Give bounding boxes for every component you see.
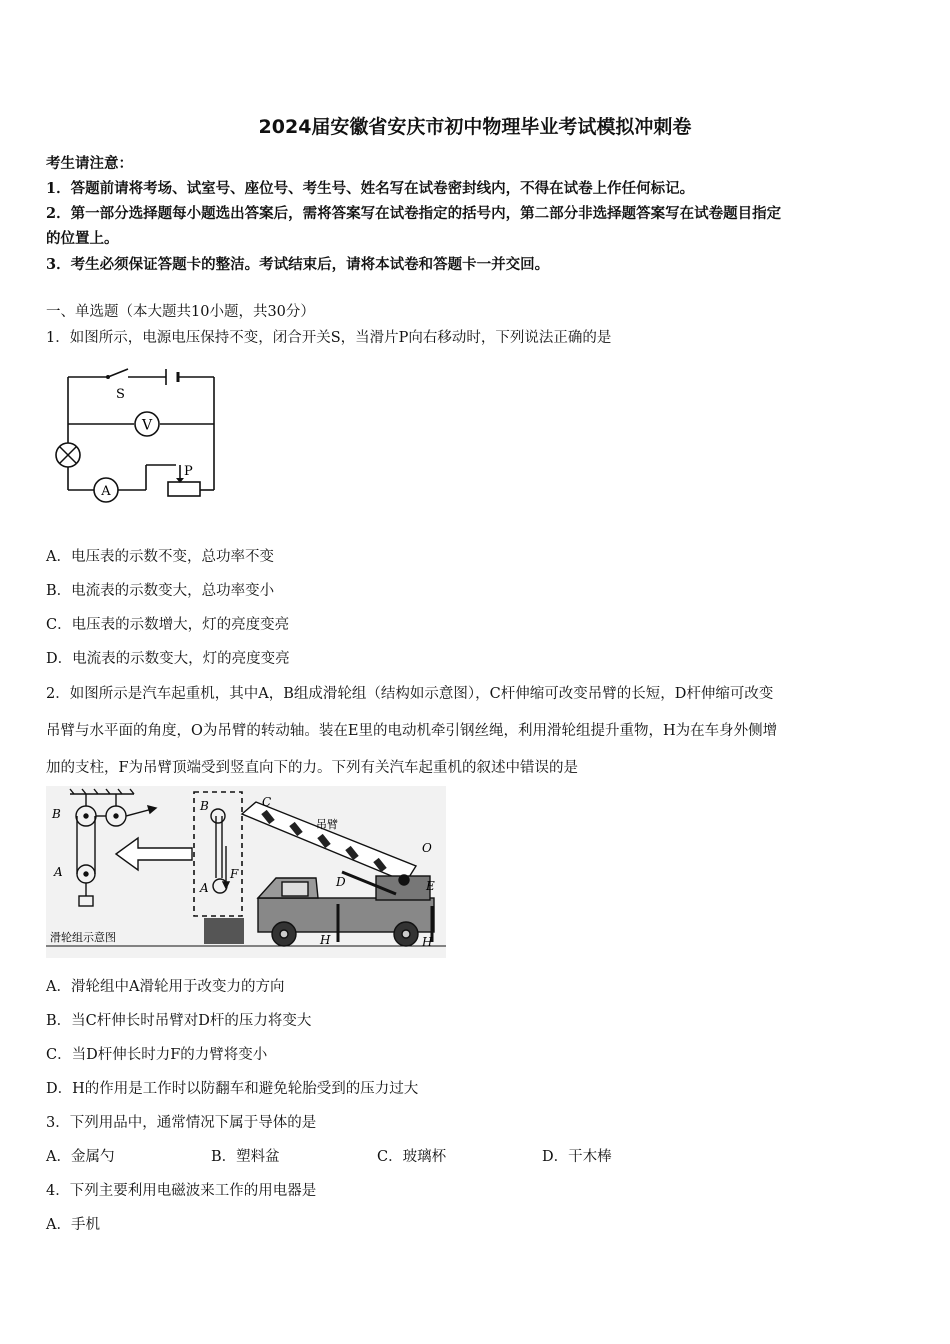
svg-text:A: A	[200, 881, 209, 895]
question-2-stem: 加的支柱，F为吊臂顶端受到竖直向下的力。下列有关汽车起重机的叙述中错误的是	[46, 760, 579, 776]
switch-icon	[106, 375, 110, 379]
option: D．干木棒	[542, 1149, 612, 1165]
option: A．电压表的示数不变，总功率不变	[46, 549, 274, 565]
svg-text:O: O	[422, 841, 432, 855]
svg-text:H: H	[422, 935, 433, 949]
notice-item: 3．考生必须保证答题卡的整洁。考试结束后，请将本试卷和答题卡一并交回。	[46, 256, 550, 273]
notice-item: 2．第一部分选择题每小题选出答案后，需将答案写在试卷指定的括号内，第二部分非选择题答案写在试卷题目指定	[46, 205, 782, 222]
circuit-diagram	[48, 365, 223, 505]
notice-heading: 考生请注意：	[46, 155, 133, 172]
question-2-stem: 2．如图所示是汽车起重机，其中A，B组成滑轮组（结构如示意图），C杆伸缩可改变吊臂的长短，D杆伸缩可改变	[46, 686, 774, 702]
svg-text:A: A	[54, 865, 63, 879]
option: B．当C杆伸长时吊臂对D杆的压力将变大	[46, 1013, 312, 1029]
svg-text:滑轮组示意图: 滑轮组示意图	[50, 931, 116, 944]
lamp-icon	[56, 443, 80, 467]
question-4-stem: 4．下列主要利用电磁波来工作的用电器是	[46, 1183, 317, 1199]
option: A．金属勺	[46, 1149, 115, 1165]
option: D．电流表的示数变大，灯的亮度变亮	[46, 651, 290, 667]
option: A．滑轮组中A滑轮用于改变力的方向	[46, 979, 285, 995]
svg-text:B: B	[200, 799, 209, 813]
option: C．当D杆伸长时力F的力臂将变小	[46, 1047, 268, 1063]
option: A．手机	[46, 1217, 100, 1233]
svg-text:V: V	[141, 417, 153, 434]
svg-text:E: E	[426, 879, 435, 893]
svg-text:P: P	[184, 464, 193, 479]
question-2-stem: 吊臂与水平面的角度，O为吊臂的转动轴。装在E里的电动机牵引钢丝绳，利用滑轮组提升重物，H为在车身外侧增	[46, 723, 778, 739]
crane-diagram	[46, 786, 446, 958]
question-3-stem: 3．下列用品中，通常情况下属于导体的是	[46, 1115, 317, 1131]
svg-text:D: D	[336, 875, 346, 889]
option: B．电流表的示数变大，总功率变小	[46, 583, 275, 599]
section-heading: 一、单选题（本大题共10小题，共30分）	[46, 304, 315, 320]
page-title: 2024届安徽省安庆市初中物理毕业考试模拟冲刺卷	[258, 116, 692, 138]
svg-text:A: A	[101, 484, 111, 499]
svg-text:H: H	[320, 933, 331, 947]
battery-icon	[166, 369, 178, 385]
option: D．H的作用是工作时以防翻车和避免轮胎受到的压力过大	[46, 1081, 419, 1097]
load-block	[204, 918, 244, 944]
svg-text:S: S	[116, 387, 125, 402]
svg-text:B: B	[52, 807, 61, 821]
notice-item: 的位置上。	[46, 230, 119, 247]
option: C．电压表的示数增大，灯的亮度变亮	[46, 617, 290, 633]
option: B．塑料盆	[211, 1149, 280, 1165]
question-1-stem: 1．如图所示，电源电压保持不变，闭合开关S，当滑片P向右移动时，下列说法正确的是	[46, 330, 612, 346]
svg-text:F: F	[230, 867, 239, 881]
option: C．玻璃杯	[377, 1149, 447, 1165]
svg-text:C: C	[262, 795, 272, 809]
svg-text:吊臂: 吊臂	[316, 818, 338, 831]
notice-item: 1．答题前请将考场、试室号、座位号、考生号、姓名写在试卷密封线内，不得在试卷上作任何标记。	[46, 180, 695, 197]
